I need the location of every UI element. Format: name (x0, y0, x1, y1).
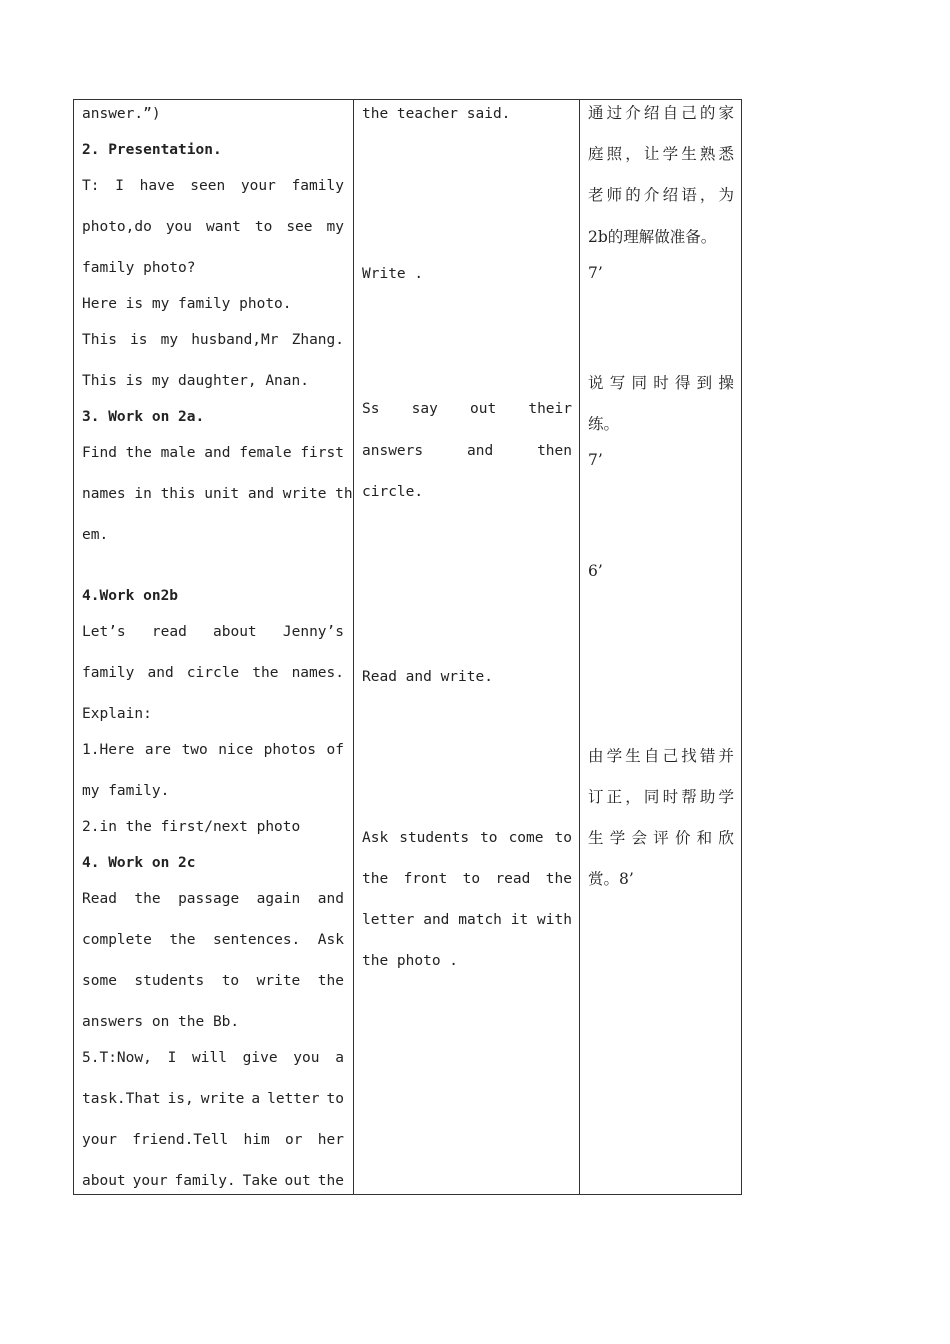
word: is, (167, 1091, 194, 1107)
word: 1.Here (82, 742, 135, 758)
procedure-line (82, 1130, 344, 1150)
time-label: 6’ (588, 562, 603, 580)
word: Ask (317, 932, 344, 948)
word: photos (263, 742, 317, 758)
char: 师 (606, 186, 623, 204)
intent-line (588, 103, 734, 123)
section-heading: 4. Work on 2c (82, 855, 196, 871)
word: have (139, 178, 175, 194)
word: Zhang. (291, 332, 344, 348)
word: the (125, 445, 152, 461)
char: 学 (718, 788, 734, 806)
word: out (469, 401, 497, 417)
word: again (256, 891, 301, 907)
procedure-line: names in this unit and write th (82, 486, 353, 502)
procedure-line (82, 622, 344, 642)
word: to (480, 830, 498, 846)
char: 让 (643, 145, 660, 163)
char: 到 (696, 374, 713, 392)
word: to (554, 830, 572, 846)
activity-line (362, 441, 572, 461)
word: your (240, 178, 276, 194)
word: and (317, 891, 344, 907)
char: 为 (718, 186, 734, 204)
char: 并 (718, 747, 734, 765)
activity-line (362, 869, 572, 889)
word: I (167, 1050, 177, 1066)
word: and (466, 443, 494, 459)
word: a (251, 1091, 261, 1107)
procedure-line (82, 889, 344, 909)
intent-line (588, 185, 734, 205)
word: circle (186, 665, 240, 681)
char: 语 (681, 186, 697, 204)
activity-line: the teacher said. (362, 106, 511, 122)
word: front (403, 871, 448, 887)
word: you (293, 1050, 320, 1066)
word: letter (362, 912, 415, 928)
char: 生 (588, 829, 604, 847)
intent-line (588, 373, 734, 393)
lesson-plan-table (73, 99, 742, 1195)
word: the (252, 665, 279, 681)
word: the (317, 1173, 344, 1189)
char: 时 (653, 374, 669, 392)
word: 5.T:Now, (82, 1050, 152, 1066)
word: your (132, 1173, 168, 1189)
char: ， (699, 186, 716, 204)
char: 订 (588, 788, 604, 806)
intent-line (588, 787, 734, 807)
word: out (284, 1173, 311, 1189)
word: want (205, 219, 241, 235)
char: 学 (662, 145, 679, 163)
word: husband,Mr (191, 332, 279, 348)
activity-line: circle. (362, 484, 424, 500)
char: 通 (588, 104, 604, 122)
procedure-line (82, 971, 344, 991)
intent-line (588, 746, 734, 766)
word: match (458, 912, 502, 928)
word: the (169, 932, 196, 948)
char: 和 (696, 829, 713, 847)
word: the (545, 871, 572, 887)
procedure-line (82, 330, 344, 350)
word: nice (218, 742, 254, 758)
word: him (243, 1132, 270, 1148)
word: students (134, 973, 205, 989)
char: 学 (606, 747, 623, 765)
char: 说 (588, 374, 604, 392)
char: 己 (662, 747, 679, 765)
word: family (82, 665, 135, 681)
activity-line: Write . (362, 266, 424, 282)
word: see (286, 219, 313, 235)
procedure-line (82, 930, 344, 950)
activity-line: Read and write. (362, 669, 493, 685)
procedure-line: answers on the Bb. (82, 1014, 240, 1030)
word: her (317, 1132, 344, 1148)
char: 正 (606, 788, 623, 806)
char: 助 (699, 788, 716, 806)
procedure-line (82, 1171, 344, 1191)
char: 写 (609, 374, 626, 392)
word: of (326, 742, 344, 758)
word: write (200, 1091, 245, 1107)
procedure-line (82, 176, 344, 196)
char: 找 (681, 747, 697, 765)
procedure-line: answer.”) (82, 106, 161, 122)
activity-line: the photo . (362, 953, 459, 969)
word: are (144, 742, 172, 758)
word: write (256, 973, 301, 989)
char: 介 (643, 186, 660, 204)
word: I (115, 178, 124, 194)
design-intent-column (580, 100, 742, 1194)
intent-line: 赏。8’ (588, 870, 634, 888)
word: seen (190, 178, 226, 194)
word: Find (82, 445, 117, 461)
word: passage (178, 891, 240, 907)
char: 家 (718, 104, 734, 122)
char: 己 (681, 104, 697, 122)
activity-line (362, 399, 572, 419)
procedure-line (82, 1089, 344, 1109)
word: to (462, 871, 481, 887)
procedure-line: This is my daughter, Anan. (82, 373, 309, 389)
word: T: (82, 178, 100, 194)
procedure-line (82, 217, 344, 237)
procedure-line: em. (82, 527, 109, 543)
word: the (362, 871, 389, 887)
word: male (160, 445, 196, 461)
word: a (335, 1050, 344, 1066)
word: to (326, 1091, 344, 1107)
section-heading: 4.Work on2b (82, 588, 179, 604)
intent-line: 练。 (588, 415, 620, 433)
char: 的 (699, 104, 716, 122)
section-heading: 2. Presentation. (82, 142, 222, 158)
word: sentences. (212, 932, 301, 948)
char: 会 (631, 829, 647, 847)
char: 帮 (681, 788, 697, 806)
word: it (510, 912, 529, 928)
time-label: 7’ (588, 264, 603, 282)
word: the (134, 891, 161, 907)
char: 悉 (718, 145, 734, 163)
char: 操 (718, 374, 734, 392)
char: 同 (631, 374, 647, 392)
char: 的 (625, 186, 641, 204)
word: my (326, 219, 344, 235)
word: your (82, 1132, 117, 1148)
procedure-column (74, 100, 354, 1194)
intent-line: 2b的理解做准备。 (588, 228, 717, 246)
word: the (317, 973, 344, 989)
word: or (285, 1132, 303, 1148)
char: 欣 (718, 829, 734, 847)
word: with (537, 912, 572, 928)
char: 由 (588, 747, 604, 765)
char: 错 (699, 747, 716, 765)
char: 绍 (662, 186, 679, 204)
char: ， (625, 788, 641, 806)
char: 价 (674, 829, 691, 847)
word: names. (291, 665, 344, 681)
word: female (239, 445, 292, 461)
word: and (204, 445, 231, 461)
char: 绍 (643, 104, 660, 122)
char: 学 (609, 829, 626, 847)
word: Ask (362, 830, 389, 846)
char: 评 (653, 829, 669, 847)
activity-line (362, 828, 572, 848)
intent-line (588, 828, 734, 848)
procedure-line: 2.in the first/next photo (82, 819, 301, 835)
word: read (151, 624, 187, 640)
word: you (165, 219, 193, 235)
student-activity-column (354, 100, 580, 1194)
word: answers (362, 443, 424, 459)
char: 熟 (699, 145, 716, 163)
word: complete (82, 932, 152, 948)
char: 生 (681, 145, 697, 163)
word: friend.Tell (132, 1132, 229, 1148)
char: 老 (588, 186, 604, 204)
word: about (82, 1173, 126, 1189)
word: task.That (82, 1091, 161, 1107)
word: letter (267, 1091, 320, 1107)
word: some (82, 973, 117, 989)
word: to (221, 973, 240, 989)
word: is (130, 332, 148, 348)
word: come (508, 830, 544, 846)
word: and (147, 665, 174, 681)
char: ， (625, 145, 641, 163)
procedure-line (82, 443, 344, 463)
word: Read (82, 891, 117, 907)
word: Take (242, 1173, 278, 1189)
procedure-line: family photo? (82, 260, 196, 276)
word: and (423, 912, 450, 928)
word: Ss (362, 401, 380, 417)
word: family. (174, 1173, 236, 1189)
word: my (160, 332, 179, 348)
word: This (82, 332, 117, 348)
word: Let’s (82, 624, 126, 640)
intent-line (588, 144, 734, 164)
word: read (495, 871, 531, 887)
word: Jenny’s (282, 624, 344, 640)
word: will (192, 1050, 227, 1066)
word: then (537, 443, 572, 459)
char: 照 (606, 145, 623, 163)
activity-line (362, 910, 572, 930)
char: 自 (643, 747, 660, 765)
char: 介 (625, 104, 641, 122)
char: 过 (606, 104, 623, 122)
word: give (242, 1050, 278, 1066)
procedure-line: Here is my family photo. (82, 296, 292, 312)
char: 生 (625, 747, 641, 765)
word: family (291, 178, 344, 194)
word: photo,do (82, 219, 152, 235)
word: students (399, 830, 470, 846)
time-label: 7’ (588, 451, 603, 469)
procedure-line (82, 740, 344, 760)
char: 庭 (588, 145, 604, 163)
char: 时 (662, 788, 679, 806)
word: first (300, 445, 344, 461)
section-heading: 3. Work on 2a. (82, 409, 205, 425)
procedure-line: my family. (82, 783, 170, 799)
char: 得 (674, 374, 691, 392)
word: to (254, 219, 273, 235)
procedure-line (82, 1048, 344, 1068)
word: say (411, 401, 438, 417)
char: 自 (662, 104, 679, 122)
word: their (528, 401, 572, 417)
word: two (181, 742, 208, 758)
word: about (213, 624, 257, 640)
procedure-line (82, 663, 344, 683)
procedure-line: Explain: (82, 706, 152, 722)
char: 同 (643, 788, 660, 806)
